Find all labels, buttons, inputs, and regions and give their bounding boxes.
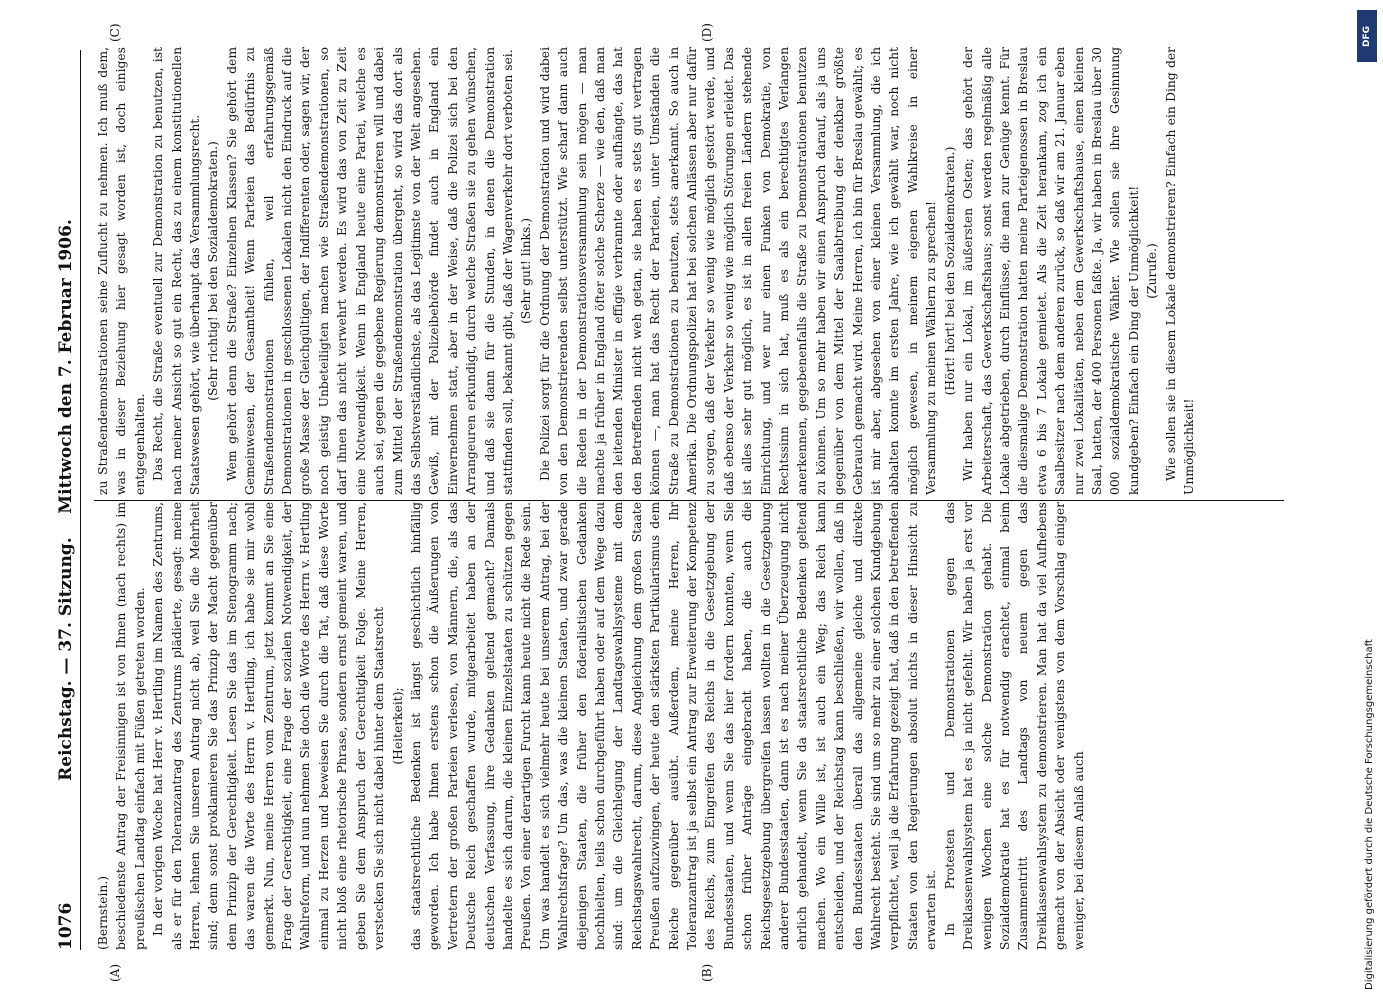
margin-mark-a: (A)	[108, 963, 122, 982]
page-number: 1076	[56, 902, 76, 950]
running-head	[56, 50, 76, 950]
paragraph: Wem gehört denn die Straße? Einzelnen Klassen? Sie gehört dem Gemeinwesen, der Gesamtheit! Wenn Parteien das Bedürfnis zu Straßendemonstrationen fühlen, weil erfahrungsgemäß Demonstrationen in geschlossenen Lokalen nicht den Eindruck auf die große Masse der Gleichgültigen, der Indifferenten oder, sagen wir, der noch geistig Unbeteiligten machen wie Straßendemonstrationen, so darf ihnen das nicht verwehrt werden. Es wird das von Zeit zu Zeit eine Notwendigkeit. Wenn in England heute eine Partei, welche es auch sei, gegen die gegebene Regierung demonstrieren will und dabei zum Mittel der Straßendemonstration übergeht, so wird das dort als das Selbstverständlichste, als das Legitimste von der Welt angesehen. Gewiß, mit der Polizeibehörde findet auch in England ein Einvernehmen statt, aber in der Weise, daß die Polizei sich bei den Arrangeuren erkundigt, durch welche Straßen sie zu gehen wünschen, und daß sie dann für die Stunden, in denen die Demonstration stattfinden soll, bekannt gibt, daß der Wagenverkehr dort verboten sei.	[224, 47, 515, 495]
paragraph: In Protesten und Demonstrationen gegen das Dreiklassenwahlsystem hat es ja nicht gefehlt. Wir haben ja erst vor wenigen Wochen eine solche Demonstration gehabt. Die Sozialdemokratie hat es für notwendig erachtet, einmal beim Zusammentritt des Landtags von neuem gegen das Dreiklassenwahlsystem zu demonstrieren. Man hat da viel Aufhebens gemacht von der Absicht oder wenigstens von dem Vorschlag einiger weniger, bei diesem Anlaß auch	[942, 502, 1086, 950]
interjection: (Hört! hört! bei den Sozialdemokraten.)	[942, 146, 957, 396]
interjection: (Zurufe.)	[1145, 243, 1160, 299]
session-title: Reichstag. — 37. Sitzung.	[56, 537, 76, 781]
left-column	[94, 502, 1284, 950]
paragraph: das staatsrechtliche Bedenken ist längst geschichtlich hinfällig geworden. Ich habe Ihnen erstens schon die Äußerungen von Vertretern der großen Parteien verlesen, von Männern, die, als das Deutsche Reich geschaffen wurde, mitgearbeitet haben an der deutschen Verfassung, ihre Gedanken geltend gemacht? Damals handelte es sich darum, die kleinen Einzelstaaten zu schützen gegen Preußen. Von einer derartigen Furcht kann heute nicht die Rede sein. Um was handelt es sich vielmehr heute bei unserem Antrag, bei der Wahlrechtsfrage? Um das, was die kleinen Staaten, und zwar gerade diejenigen Staaten, die früher den föderalistischen Gedanken hochhielten, teils schon durchgeführt haben oder auf dem Wege dazu sind: um die Gleichlegung der Landtagswahlsysteme mit dem Reichstagswahlrecht, darum, diese Angleichung dem großen Staate Preußen aufzuzwingen, der heute den stärksten Partikularismus dem Reiche gegenüber ausübt. Außerdem, meine Herren, Ihr Toleranzantrag ist ja selbst ein Antrag zur Erweiterung der Kompetenz des Reichs, zum Eingreifen des Reichs in die Gesetzgebung der Bundesstaaten, und wenn Sie das hier fordern konnten, wenn Sie schon früher Anträge eingebracht haben, die auch die Reichsgesetzgebung übergreifen lassen wollten in die Gesetzgebung anderer Bundesstaaten, dann ist es nach meiner Überzeugung nicht ehrlich gehandelt, wenn Sie da staatsrechtliche Bedenken geltend machen. Wo ein Wille ist, ist auch ein Weg; das Reich kann entscheiden, und der Reichstag kann beschließen, wir wollen, daß in den Bundesstaaten überall das allgemeine gleiche und direkte Wahlrecht besteht. Sie sind um so mehr zu einer solchen Kundgebung verpflichtet, weil ja die Erfahrung gezeigt hat, daß in den betreffenden Staaten von den Regierungen absolut nichts in dieser Hinsicht zu erwarten ist.	[408, 502, 939, 950]
column-divider	[94, 500, 1284, 501]
paragraph: In der vorigen Woche hat Herr v. Hertling im Namen des Zentrums, als er für den Toleranzantrag des Zentrums plädierte, gesagt: meine Herren, lehnen Sie unseren Antrag nicht ab, weil Sie die Mehrheit sind; denn sonst proklamieren Sie das Prinzip der Macht gegenüber dem Prinzip der Gerechtigkeit. Lesen Sie das im Stenogramm nach; das waren die Worte des Herrn v. Hertling, ich habe sie mir wohl gemerkt. Nun, meine Herren vom Zentrum, jetzt kommt an Sie eine Frage der Gerechtigkeit, eine Frage der sozialen Notwendigkeit, der Wahlreform, und nun nehmen Sie doch die Worte des Herrn v. Hertling einmal zu Herzen und beweisen Sie durch die Tat, daß diese Worte nicht bloß eine rhetorische Phrase, sondern ernst gemeint waren, und geben Sie dem Anspruch der Gerechtigkeit Folge. Meine Herren, verstecken Sie sich nicht dabei hinter dem Staatsrecht	[151, 502, 387, 950]
paragraph: Wie sollen sie in diesem Lokale demonstrieren? Einfach ein Ding der Unmöglichkeit!	[1163, 47, 1196, 495]
speaker-label: (Bernstein.)	[96, 876, 110, 950]
session-date: Mittwoch den 7. Februar 1906.	[56, 219, 76, 514]
margin-mark-b: (B)	[700, 963, 714, 982]
paragraph: Das Recht, die Straße eventuell zur Demonstration zu benutzen, ist nach meiner Ansicht so gut ein Recht, das zu einem konstitutionellen Staatswesen gehört, wie überhaupt das Versammlungsrecht.	[151, 47, 203, 495]
margin-mark-d: (D)	[700, 23, 714, 42]
dfg-logo: DFG	[1357, 10, 1377, 62]
digitization-credit: Digitalisierung gefördert durch die Deutsche Forschungsgemeinschaft	[1364, 639, 1375, 990]
paragraph: beschiedenste Antrag der Freisinnigen ist von Ihnen (nach rechts) im preußischen Landtag einfach mit Füßen getreten worden.	[114, 502, 147, 950]
paragraph: zu Straßendemonstrationen seine Zuflucht zu nehmen. Ich muß dem, was in dieser Beziehung hier gesagt worden ist, doch einiges entgegenhalten.	[96, 47, 147, 495]
paragraph: Die Polizei sorgt für die Ordnung der Demonstration und wird dabei von den Demonstrierenden selbst unterstützt. Wie scharf dann auch die Reden in der Demonstrationsversammlung sein mögen — man machte ja früher in England öfter solche Scherze — wie den, daß man den leitenden Minister in effigie verbrannte oder aufhängte, das hat den Betreffenden nicht weh getan, sie haben es stets gut vertragen können —, man hat das Recht der Parteien, unter Umständen die Straße zu Demonstrationen zu benutzen, stets anerkannt. So auch in Amerika. Die Ordnungspolizei hat bei solchen Anlässen aber nur dafür zu sorgen, daß der Verkehr so wenig wie möglich gestört werde, und daß ebenso der Verkehr so wenig wie möglich Störungen erleidet. Das ist alles sehr gut möglich, es ist in allen freien Ländern stehende Einrichtung, und wer nur einen Funken von Demokratie, von Rechtssinn in sich hat, muß es als ein berechtigtes Verlangen anerkennen, gegebenenfalls die Straße zu Demonstrationen benutzen zu können. Um so mehr haben wir einen Anspruch darauf, als ja uns gegenüber von dem Mittel der Saalabtreibung der denkbar größte Gebrauch gemacht wird. Meine Herren, ich bin für Breslau gewählt; es ist mir aber, abgesehen von einer kleinen Versammlung, die ich abhalten konnte im ersten Jahre, wie ich gewählt war, noch nicht möglich gewesen, in meinem eigenen Wahlkreise in einer Versammlung zu meinen Wählern zu sprechen!	[537, 47, 939, 495]
interjection: (Sehr gut! links.)	[519, 217, 534, 325]
right-column	[94, 47, 1284, 495]
page-header	[40, 50, 81, 950]
interjection: (Sehr richtig! bei den Sozialdemokraten.)	[206, 141, 221, 401]
margin-mark-c: (C)	[108, 23, 122, 42]
interjection: (Heiterkeit);	[390, 687, 405, 765]
paragraph: Wir haben nur ein Lokal, im äußersten Osten; das gehört der Arbeiterschaft, das Gewerkschaftshaus; sonst werden regelmäßig alle Lokale abgetrieben, durch Einflüsse, die man zur Genüge kennt. Für die diesmalige Demonstration hatten meine Parteigenossen in Breslau etwa 6 bis 7 Lokale gemietet. Als die Zeit herankam, zog ich ein Saalbesitzer nach dem anderen zurück, so daß wir am 21. Januar eben nur zwei Lokalitäten, neben dem Gewerkschaftshause, einen kleinen Saal, hatten, der 400 Personen faßte. Ja, wir haben in Breslau über 30 000 sozialdemokratische Wähler. Wie sollen sie ihre Gesinnung kundgeben? Einfach ein Ding der Unmöglichkeit!	[961, 47, 1141, 495]
